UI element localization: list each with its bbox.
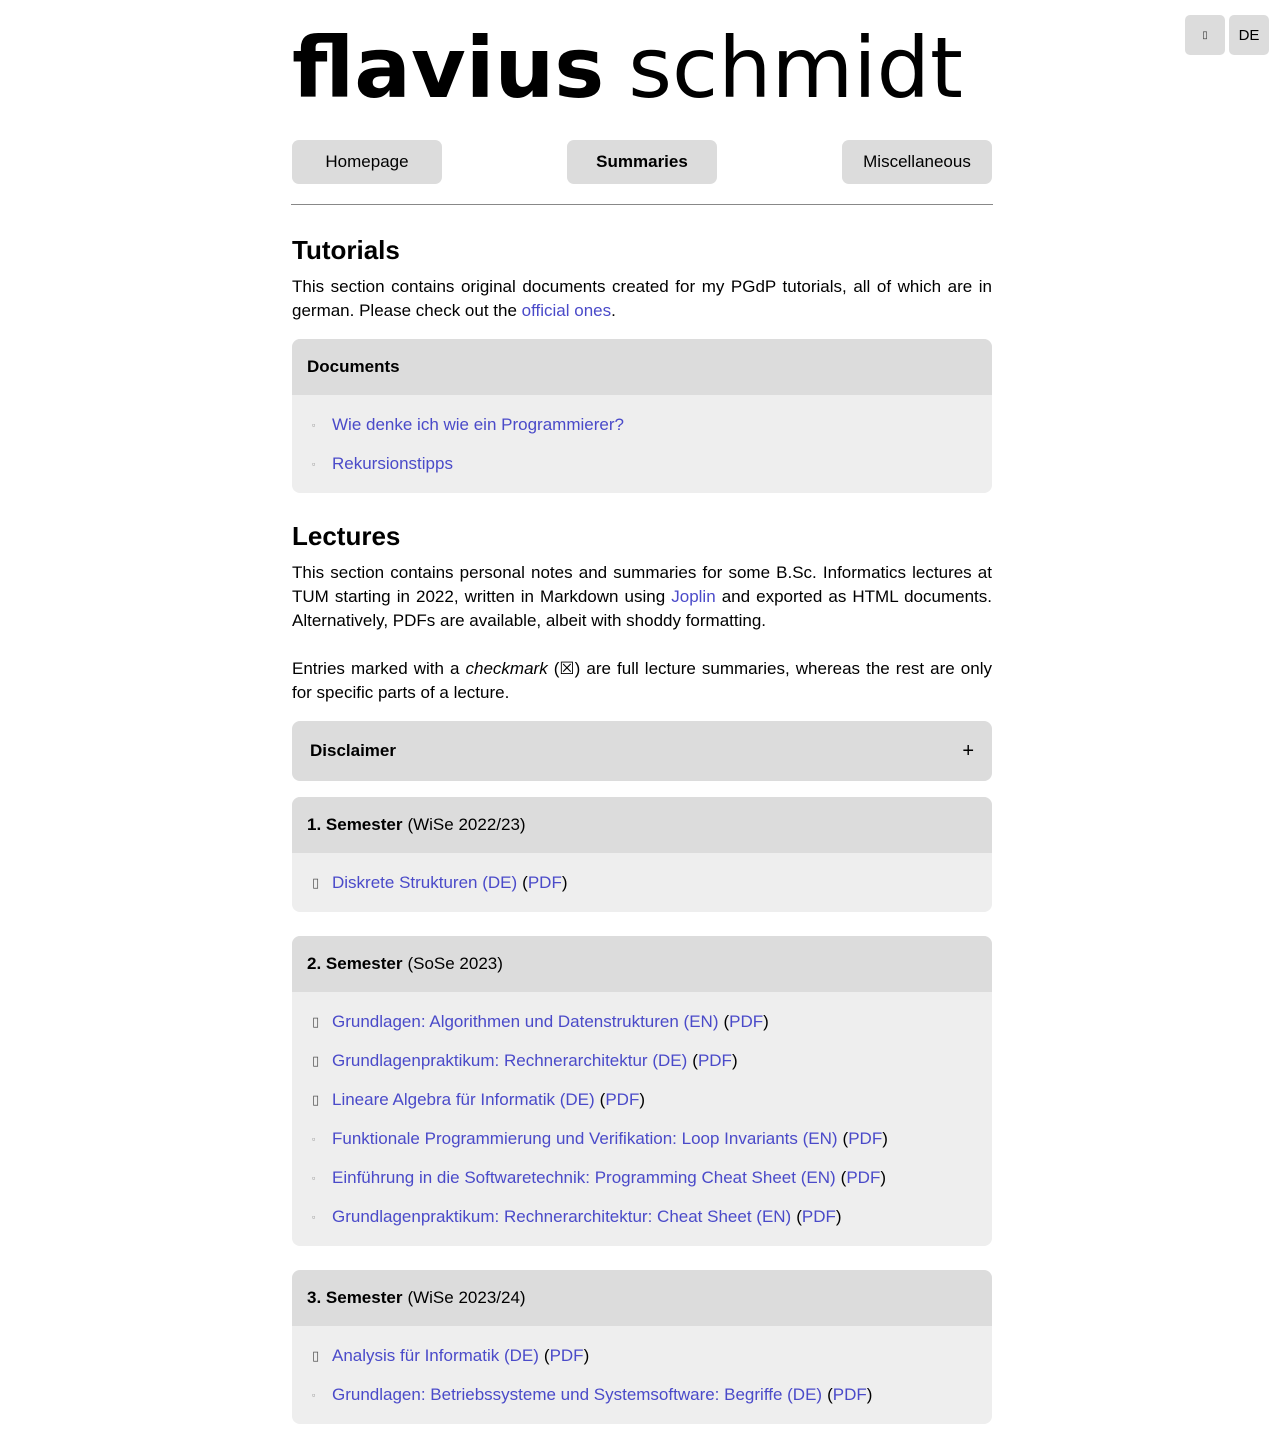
official-ones-link[interactable]: official ones [521, 301, 612, 320]
pdf-link[interactable]: PDF [697, 1050, 732, 1070]
semester-term: (SoSe 2023) [407, 954, 503, 973]
lectures-checkmark-note: Entries marked with a checkmark (☒) are full lecture summaries, whereas the rest are only for specific parts of a lecture. [292, 659, 992, 702]
semester-box [292, 797, 992, 912]
paren: ( [842, 1128, 849, 1148]
document-link[interactable]: Rekursionstipps [332, 453, 453, 473]
corner-controls [1185, 15, 1269, 55]
full-summary-mark-icon: ▯ [312, 874, 320, 890]
lecture-link[interactable]: Grundlagenpraktikum: Rechnerarchitektur (DE) [332, 1050, 688, 1070]
semesters-container [292, 797, 992, 1424]
list-item [292, 1336, 992, 1375]
paren: ) [763, 1011, 769, 1031]
checkmark-icon: ☒ [559, 659, 575, 678]
partial-mark-icon: ▫ [312, 1389, 316, 1400]
pdf-link[interactable]: PDF [801, 1206, 836, 1226]
theme-icon: ▯ [1202, 29, 1208, 41]
paren: ) [835, 1206, 842, 1226]
semester-header [292, 936, 992, 992]
paren: ) [639, 1089, 646, 1109]
nav-miscellaneous[interactable]: Miscellaneous [842, 140, 992, 184]
paren: ( [796, 1206, 802, 1226]
documents-header: Documents [292, 339, 992, 395]
paren: ( [543, 1345, 550, 1365]
semester-title: 3. Semester [307, 1288, 403, 1307]
lecture-link[interactable]: Diskrete Strukturen (DE) [332, 872, 518, 892]
partial-mark-icon: ▫ [312, 419, 316, 430]
disclaimer-toggle[interactable] [292, 721, 992, 781]
paren: ( [840, 1167, 847, 1187]
lecture-link[interactable]: Grundlagen: Betriebssysteme und Systemsoftware: Begriffe (DE) [332, 1384, 823, 1404]
pdf-link[interactable]: PDF [729, 1011, 764, 1031]
document-link[interactable]: Wie denke ich wie ein Programmierer? [332, 414, 624, 434]
nav-homepage[interactable]: Homepage [292, 140, 442, 184]
semester-term: (WiSe 2022/23) [407, 815, 526, 834]
list-item [292, 444, 992, 483]
list-item [292, 1041, 992, 1080]
divider [291, 204, 993, 205]
partial-mark-icon: ▫ [312, 1172, 316, 1183]
semester-header [292, 1270, 992, 1326]
semester-title: 2. Semester [307, 954, 403, 973]
semester-box [292, 936, 992, 1246]
lecture-link[interactable]: Funktionale Programmierung und Verifikation: Loop Invariants (EN) [332, 1128, 838, 1148]
logo-first-name: flavius [292, 19, 605, 117]
lecture-list [292, 853, 992, 912]
paren: ( [522, 872, 528, 892]
main-column [292, 0, 992, 1424]
list-item [292, 1080, 992, 1119]
list-item [292, 863, 992, 902]
lectures-heading: Lectures [292, 521, 401, 551]
language-button[interactable]: DE [1229, 15, 1269, 55]
pdf-link[interactable]: PDF [549, 1345, 584, 1365]
lecture-link[interactable]: Grundlagenpraktikum: Rechnerarchitektur: Cheat Sheet (EN) [332, 1206, 792, 1226]
list-item [292, 1119, 992, 1158]
full-summary-mark-icon: ▯ [312, 1347, 320, 1363]
lecture-link[interactable]: Analysis für Informatik (DE) [332, 1345, 539, 1365]
partial-mark-icon: ▫ [312, 1133, 316, 1144]
lecture-list [292, 992, 992, 1246]
main-nav [292, 140, 992, 184]
full-summary-mark-icon: ▯ [312, 1013, 320, 1029]
pdf-link[interactable]: PDF [832, 1384, 867, 1404]
list-item [292, 405, 992, 444]
list-item [292, 1375, 992, 1414]
paren: ( [723, 1011, 730, 1031]
partial-mark-icon: ▫ [312, 458, 316, 469]
paren: ) [880, 1167, 886, 1187]
pdf-link[interactable]: PDF [605, 1089, 640, 1109]
expand-plus-icon: + [962, 739, 974, 762]
joplin-link[interactable]: Joplin [671, 587, 716, 606]
lecture-link[interactable]: Einführung in die Softwaretechnik: Programming Cheat Sheet (EN) [332, 1167, 836, 1187]
semester-title: 1. Semester [307, 815, 403, 834]
logo-last-name: schmidt [628, 19, 963, 117]
list-item [292, 1158, 992, 1197]
paren: ) [882, 1128, 888, 1148]
paren: ( [599, 1089, 606, 1109]
semester-box [292, 1270, 992, 1424]
full-summary-mark-icon: ▯ [312, 1052, 320, 1068]
partial-mark-icon: ▫ [312, 1211, 316, 1222]
documents-box [292, 339, 992, 493]
list-item [292, 1002, 992, 1041]
lecture-link[interactable]: Lineare Algebra für Informatik (DE) [332, 1089, 595, 1109]
tutorials-intro: This section contains original documents created for my PGdP tutorials, all of which are in german. Please check out the official ones. [292, 277, 992, 320]
theme-toggle-button[interactable] [1185, 15, 1225, 55]
pdf-link[interactable]: PDF [527, 872, 562, 892]
full-summary-mark-icon: ▯ [312, 1091, 320, 1107]
lectures-intro: This section contains personal notes and summaries for some B.Sc. Informatics lectures at TUM starting in 2022, written in Markdown using Joplin and exported as HTML documents. Alternatively, PDFs are available, albeit with shoddy formatting. [292, 563, 992, 630]
site-logo[interactable] [292, 19, 992, 117]
lecture-list [292, 1326, 992, 1424]
paren: ( [692, 1050, 698, 1070]
paren: ) [866, 1384, 873, 1404]
pdf-link[interactable]: PDF [848, 1128, 883, 1148]
paren: ) [583, 1345, 590, 1365]
paren: ) [731, 1050, 738, 1070]
paren: ) [561, 872, 568, 892]
lecture-link[interactable]: Grundlagen: Algorithmen und Datenstrukturen (EN) [332, 1011, 719, 1031]
list-item [292, 1197, 992, 1236]
semester-term: (WiSe 2023/24) [407, 1288, 526, 1307]
pdf-link[interactable]: PDF [846, 1167, 881, 1187]
paren: ( [827, 1384, 833, 1404]
nav-summaries[interactable]: Summaries [567, 140, 717, 184]
documents-list [292, 395, 992, 493]
tutorials-heading: Tutorials [292, 235, 400, 265]
semester-header [292, 797, 992, 853]
disclaimer-label: Disclaimer [310, 741, 396, 760]
